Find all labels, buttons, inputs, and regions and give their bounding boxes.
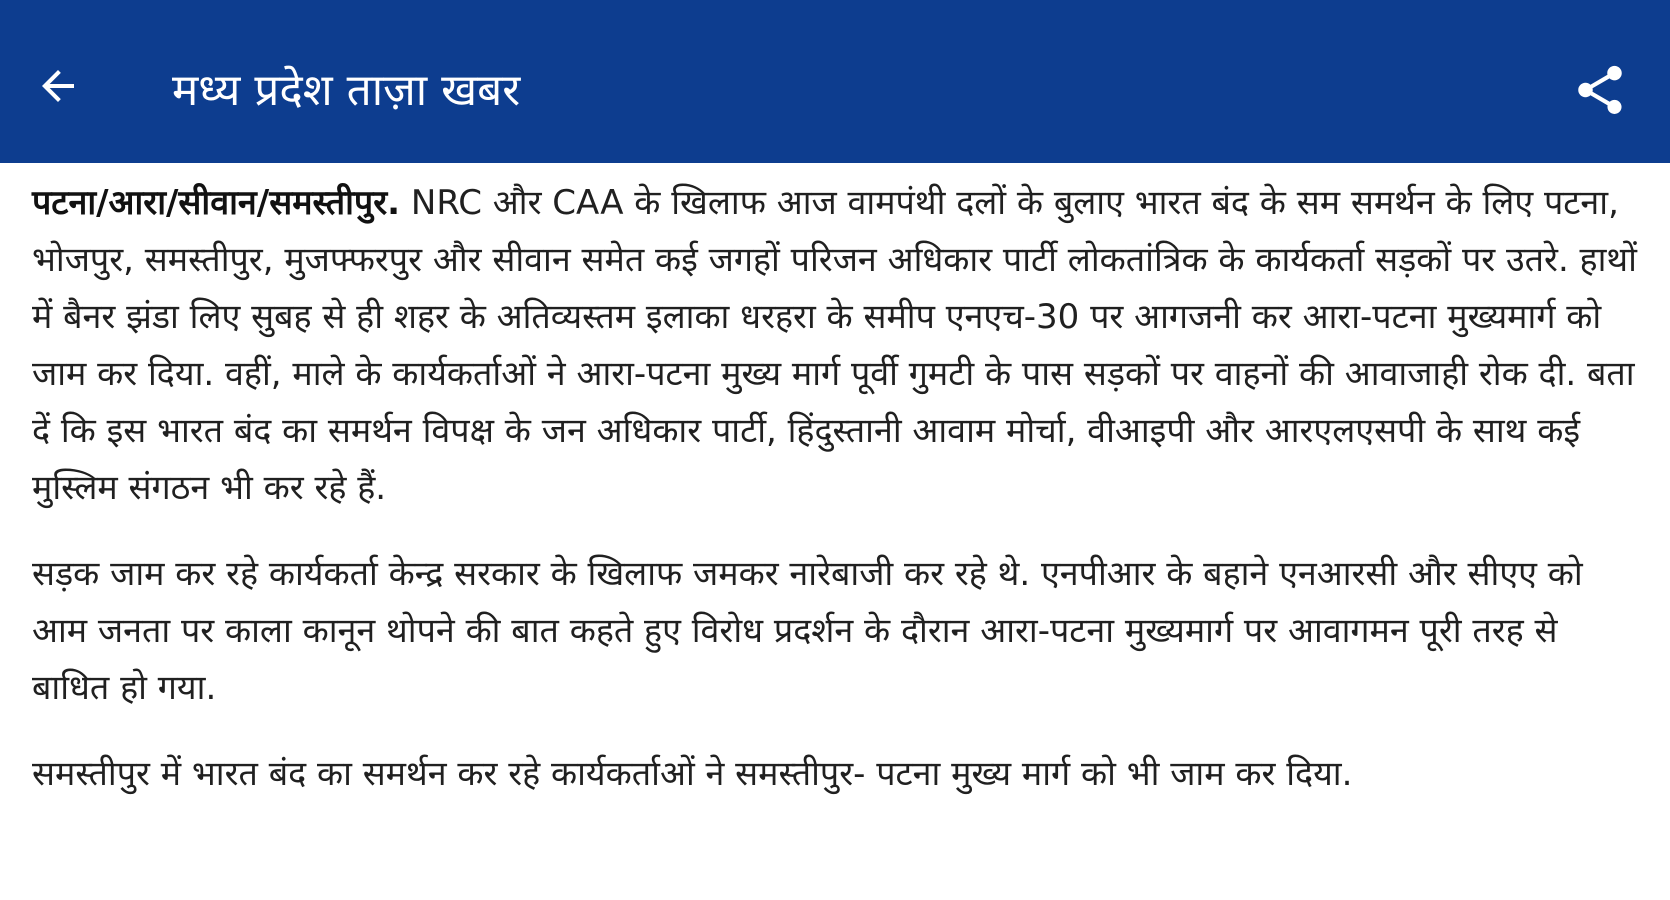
paragraph-text: सड़क जाम कर रहे कार्यकर्ता केन्द्र सरकार के खिलाफ जमकर नारेबाजी कर रहे थे. एनपीआर के बहाने एनआरसी और सीएए को आम जनता पर काला कानून थोपने की बात कहते हुए विरोध प्रदर्शन के दौरान आरा-पटना मुख्यमार्ग पर आवागमन पूरी तरह से बाधित हो गया. [32, 554, 1583, 708]
article-dateline: पटना/आरा/सीवान/समस्तीपुर. [32, 183, 401, 223]
article-paragraph [32, 175, 1642, 517]
page-title: मध्य प्रदेश ताज़ा खबर [172, 65, 521, 116]
article-body [0, 163, 1670, 900]
arrow-back-icon [34, 62, 82, 110]
back-button[interactable] [22, 50, 94, 122]
paragraph-text: NRC और CAA के खिलाफ आज वामपंथी दलों के बुलाए भारत बंद के सम समर्थन के लिए पटना, भोजपुर, समस्तीपुर, मुजफ्फरपुर और सीवान समेत कई जगहों परिजन अधिकार पार्टी लोकतांत्रिक के कार्यकर्ता सड़कों पर उतरे. हाथों में बैनर झंडा लिए सुबह से ही शहर के अतिव्यस्तम इलाका धरहरा के समीप एनएच-30 पर आगजनी कर आरा-पटना मुख्यमार्ग को जाम कर दिया. वहीं, माले के कार्यकर्ताओं ने आरा-पटना मुख्य मार्ग पूर्वी गुमटी के पास सड़कों पर वाहनों की आवाजाही रोक दी. बता दें कि इस भारत बंद का समर्थन विपक्ष के जन अधिकार पार्टी, हिंदुस्तानी आवाम मोर्चा, वीआइपी और आरएलएसपी के साथ कई मुस्लिम संगठन भी कर रहे हैं. [32, 183, 1637, 508]
article-paragraph [32, 546, 1642, 717]
paragraph-text: समस्तीपुर में भारत बंद का समर्थन कर रहे कार्यकर्ताओं ने समस्तीपुर- पटना मुख्य मार्ग को भी जाम कर दिया. [32, 754, 1353, 794]
share-icon [1571, 59, 1629, 121]
app-bar [0, 0, 1670, 163]
article-paragraph [32, 746, 1642, 803]
share-button[interactable] [1564, 50, 1636, 130]
